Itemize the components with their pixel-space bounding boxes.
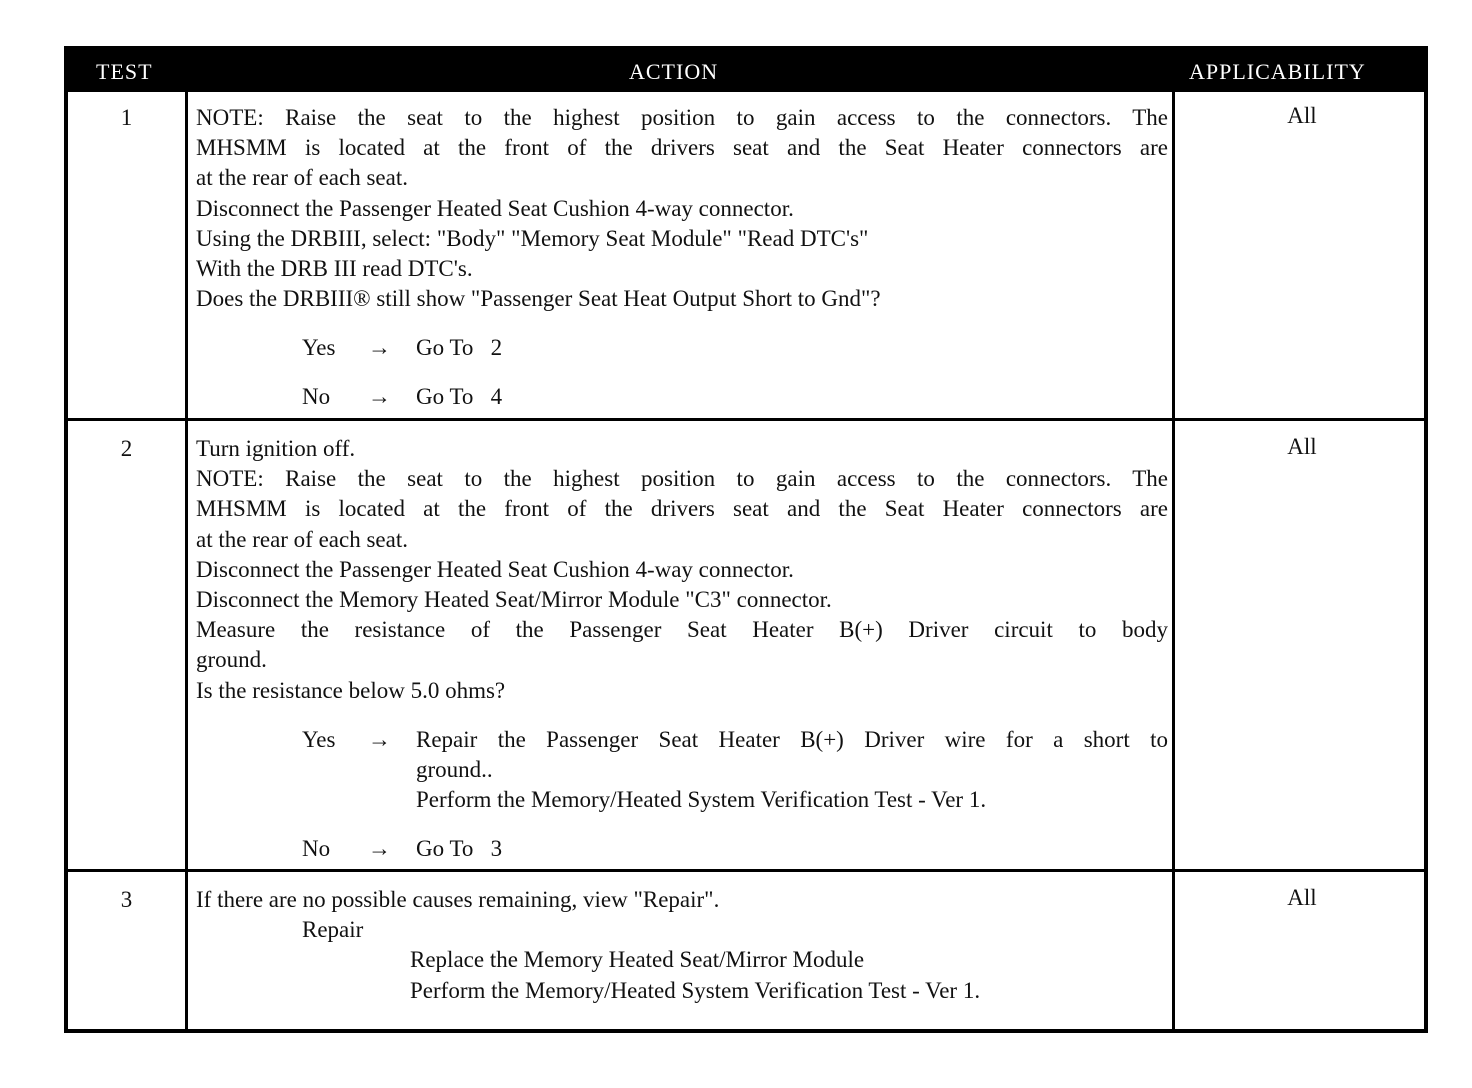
row-divider xyxy=(68,869,1424,872)
repair-item: Perform the Memory/Heated System Verification Test - Ver 1. xyxy=(410,977,981,1003)
header-test: TEST xyxy=(96,59,153,84)
action-line: Disconnect the Passenger Heated Seat Cushion 4-way connector. xyxy=(196,556,794,582)
repair-label: Repair xyxy=(302,917,364,943)
applicability-value: All xyxy=(1287,103,1317,128)
action-line: at the rear of each seat. xyxy=(196,165,408,191)
choice-result: Go To 3 xyxy=(416,835,503,861)
choice-no xyxy=(196,834,1168,864)
arrow-right-icon: → xyxy=(368,384,391,410)
choice-result xyxy=(416,725,1168,816)
result-line: Repair the Passenger Seat Heater B(+) Driver wire for a short to xyxy=(416,726,1168,752)
header-action: ACTION xyxy=(629,59,719,84)
result-line: ground.. xyxy=(416,757,493,783)
result-line: Perform the Memory/Heated System Verification Test - Ver 1. xyxy=(416,787,987,813)
arrow-right-icon: → xyxy=(368,335,391,361)
choice-label: Yes xyxy=(302,726,336,752)
repair-item: Replace the Memory Heated Seat/Mirror Module xyxy=(410,947,865,973)
action-line: With the DRB III read DTC's. xyxy=(196,256,473,282)
action-line: MHSMM is located at the front of the drivers seat and the Seat Heater connectors are xyxy=(196,496,1168,522)
choice-result: Go To 2 xyxy=(416,335,503,361)
test-action xyxy=(196,434,1168,864)
action-line: Disconnect the Memory Heated Seat/Mirror Module "C3" connector. xyxy=(196,587,832,613)
test-number: 3 xyxy=(120,887,133,912)
test-action xyxy=(196,103,1168,412)
action-line: If there are no possible causes remaining, view "Repair". xyxy=(196,887,720,912)
choice-no xyxy=(196,382,1168,412)
action-line: Is the resistance below 5.0 ohms? xyxy=(196,677,506,703)
test-number: 2 xyxy=(120,436,133,461)
choice-label: Yes xyxy=(302,335,336,361)
action-line: NOTE: Raise the seat to the highest position to gain access to the connectors. The xyxy=(196,105,1168,130)
choice-label: No xyxy=(302,384,331,410)
test-number: 1 xyxy=(120,105,133,130)
table-header xyxy=(68,50,1424,92)
arrow-right-icon: → xyxy=(368,726,391,752)
arrow-right-icon: → xyxy=(368,835,391,861)
test-action xyxy=(196,885,1168,1006)
header-applicability: APPLICABILITY xyxy=(1189,59,1366,84)
column-divider xyxy=(1172,92,1175,1029)
action-line: NOTE: Raise the seat to the highest position to gain access to the connectors. The xyxy=(196,466,1168,492)
applicability-value: All xyxy=(1287,434,1317,459)
diagnostic-test-table xyxy=(64,46,1428,1033)
column-divider xyxy=(185,92,188,1029)
applicability-value: All xyxy=(1287,885,1317,910)
choice-yes xyxy=(196,725,1168,815)
choice-result: Go To 4 xyxy=(416,384,503,410)
action-line: Measure the resistance of the Passenger Seat Heater B(+) Driver circuit to body xyxy=(196,617,1168,643)
choice-label: No xyxy=(302,835,331,861)
action-line: Turn ignition off. xyxy=(196,436,356,461)
action-line: MHSMM is located at the front of the drivers seat and the Seat Heater connectors are xyxy=(196,135,1168,161)
action-line: Using the DRBIII, select: "Body" "Memory Seat Module" "Read DTC's" xyxy=(196,225,869,251)
row-divider xyxy=(68,418,1424,421)
choice-yes xyxy=(196,333,1168,363)
action-line: Disconnect the Passenger Heated Seat Cushion 4-way connector. xyxy=(196,195,794,221)
action-line: at the rear of each seat. xyxy=(196,526,408,552)
action-line: ground. xyxy=(196,647,267,673)
action-line: Does the DRBIII® still show "Passenger Seat Heat Output Short to Gnd"? xyxy=(196,286,881,312)
